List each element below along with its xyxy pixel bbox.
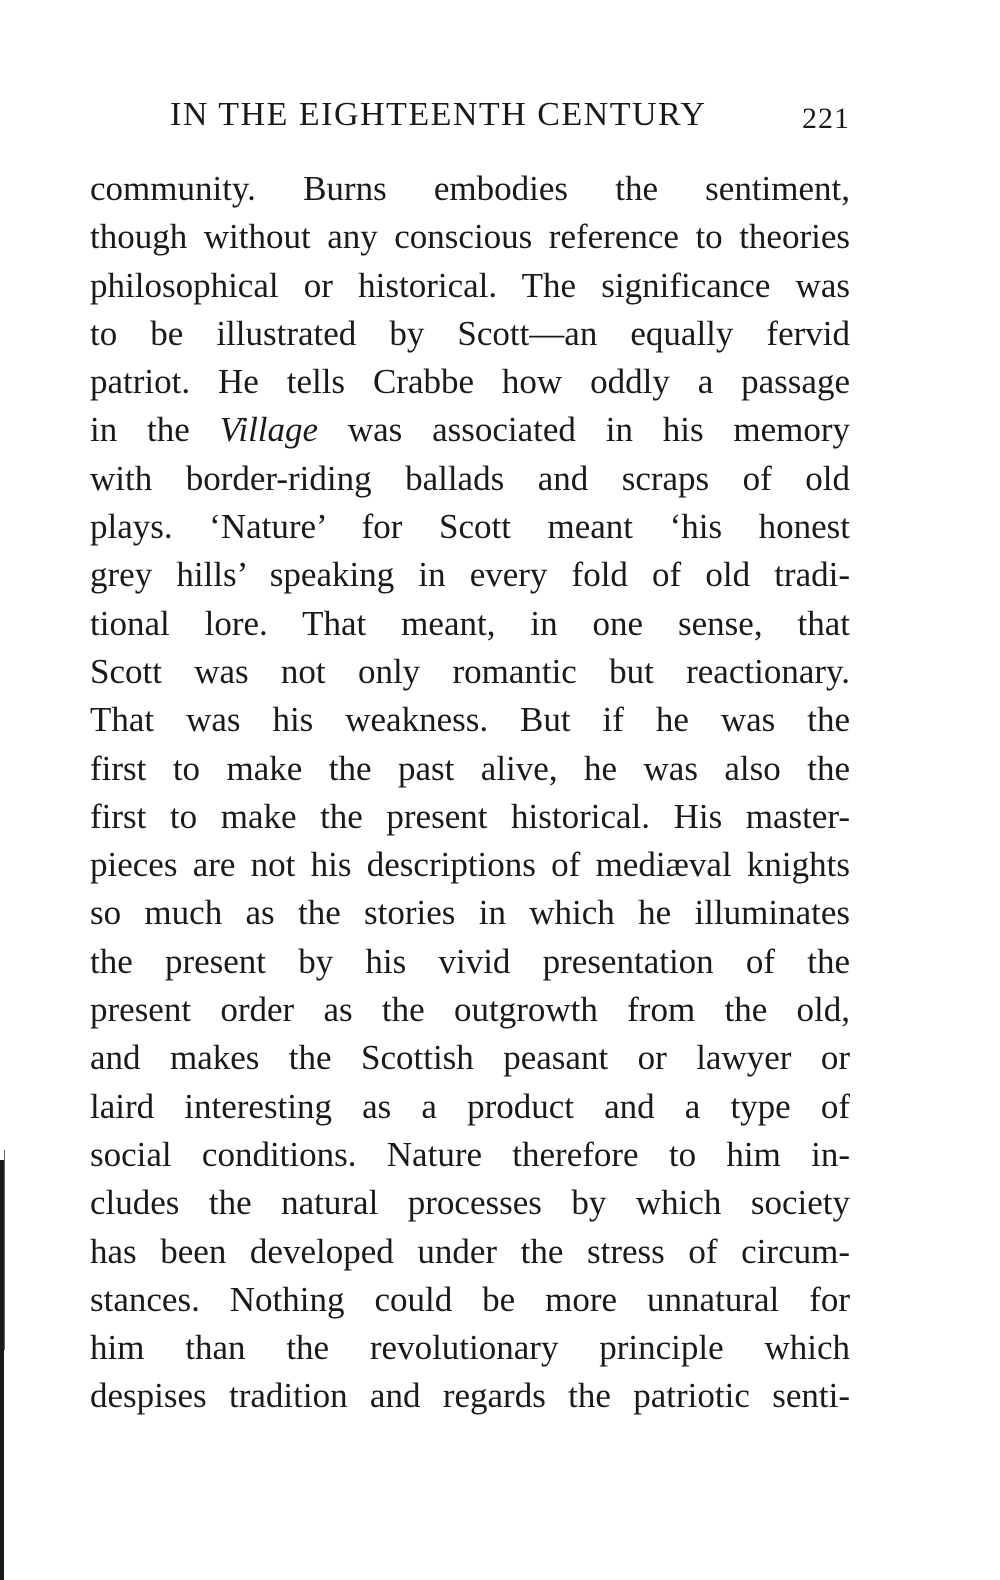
text-line: social conditions. Nature therefore to him in- — [90, 1134, 850, 1174]
page-number: 221 — [802, 102, 850, 135]
text-line: first to make the present historical. His master- — [90, 796, 850, 836]
text-line: the present by his vivid presentation of the — [90, 941, 850, 981]
running-head — [170, 96, 850, 146]
text-line: despises tradition and regards the patriotic senti- — [90, 1376, 850, 1416]
body-text — [90, 165, 850, 1421]
text-line: though without any conscious reference to theories — [90, 217, 850, 257]
text-line: That was his weakness. But if he was the — [90, 700, 850, 740]
text-line: present order as the outgrowth from the old, — [90, 990, 850, 1030]
binding-edge-shadow — [4, 1150, 5, 1350]
text-line-start: in the — [90, 410, 220, 450]
text-line: plays. ‘Nature’ for Scott meant ‘his honest — [90, 507, 850, 547]
text-line: has been developed under the stress of circum- — [90, 1231, 850, 1271]
text-line: community. Burns embodies the sentiment, — [90, 169, 850, 208]
text-line: him than the revolutionary principle which — [90, 1328, 850, 1368]
text-line: cludes the natural processes by which society — [90, 1183, 850, 1223]
text-line: grey hills’ speaking in every fold of old tradi- — [90, 555, 850, 595]
text-line: first to make the past alive, he was also the — [90, 748, 850, 788]
text-line: stances. Nothing could be more unnatural for — [90, 1279, 850, 1319]
text-line: tional lore. That meant, in one sense, that — [90, 603, 850, 643]
running-title: IN THE EIGHTEENTH CENTURY — [170, 96, 707, 133]
text-line: philosophical or historical. The significance was — [90, 265, 850, 305]
italic-title-village: Village — [219, 410, 319, 450]
text-line: Scott was not only romantic but reactionary. — [90, 651, 850, 691]
text-line — [90, 406, 850, 454]
text-line: pieces are not his descriptions of mediæval knights — [90, 845, 850, 885]
text-line: to be illustrated by Scott—an equally fervid — [90, 313, 850, 353]
text-line: laird interesting as a product and a type of — [90, 1086, 850, 1126]
text-line: with border-riding ballads and scraps of old — [90, 458, 850, 498]
text-line: patriot. He tells Crabbe how oddly a passage — [90, 362, 850, 402]
text-line-end: was associated in his memory — [318, 410, 851, 450]
text-line: so much as the stories in which he illuminates — [90, 893, 850, 933]
text-line: and makes the Scottish peasant or lawyer or — [90, 1038, 850, 1078]
